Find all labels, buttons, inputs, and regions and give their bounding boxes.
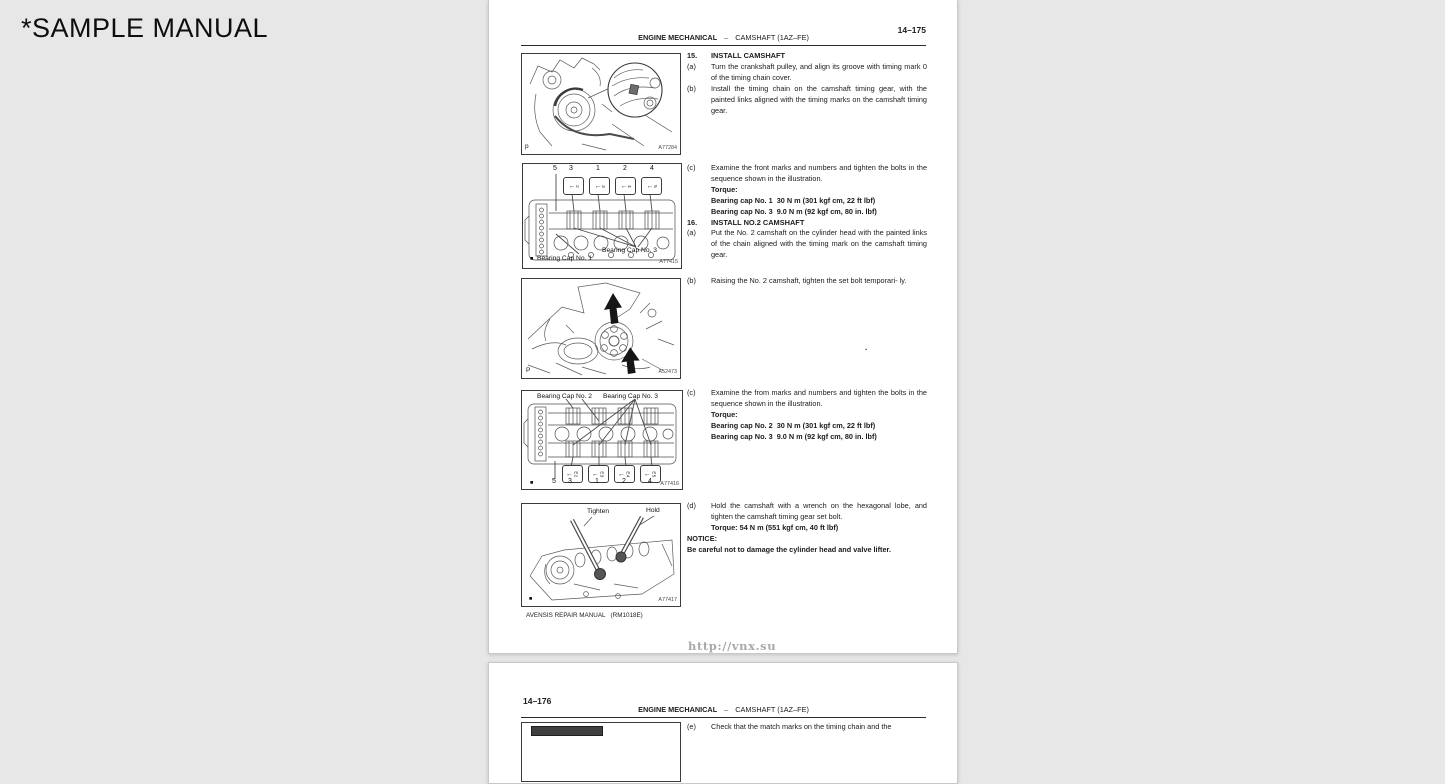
step-number: 15. bbox=[687, 51, 698, 60]
torque-heading: Torque: bbox=[711, 409, 738, 419]
substep-text: Examine the front marks and numbers and tighten the bolts in the sequence shown in the illustration. bbox=[711, 163, 927, 183]
left-arrow-icon: ← bbox=[620, 182, 628, 190]
page-number: 14–176 bbox=[523, 696, 552, 706]
step-e-block bbox=[687, 722, 927, 733]
left-arrow-icon: ← bbox=[565, 470, 573, 478]
crankshaft-pulley-illustration bbox=[522, 54, 680, 154]
substep-text: Check that the match marks on the timing chain and the bbox=[711, 722, 892, 731]
step-15-title-row bbox=[687, 51, 927, 62]
step-15c-row bbox=[687, 163, 927, 185]
figure-crankshaft-pulley bbox=[521, 53, 681, 155]
partial-illustration-bar bbox=[531, 726, 603, 736]
substep-label: (b) bbox=[687, 276, 696, 285]
manual-footer: AVENSIS REPAIR MANUAL (RM1018E) bbox=[526, 612, 643, 619]
front-mark-label: E5 bbox=[651, 470, 657, 478]
torque-spec: Bearing cap No. 1 30 N m (301 kgf cm, 22 ft lbf) bbox=[711, 195, 876, 205]
sequence-number: 1 bbox=[595, 478, 599, 485]
section-header-separator: – bbox=[724, 705, 729, 714]
front-mark-callout bbox=[562, 465, 583, 483]
footnote-square-icon: ■ bbox=[530, 256, 534, 262]
torque-spec: Bearing cap No. 3 9.0 N m (92 kgf cm, 80 in. lbf) bbox=[711, 431, 877, 441]
sequence-number: 1 bbox=[596, 165, 600, 172]
section-header-topic: CAMSHAFT (1AZ–FE) bbox=[735, 33, 809, 42]
camshaft-sprocket-illustration bbox=[522, 279, 680, 378]
footnote-square-icon: ■ bbox=[529, 596, 533, 602]
section-header-separator: – bbox=[724, 33, 729, 42]
front-mark-label: 2 bbox=[574, 184, 580, 188]
substep-label: (c) bbox=[687, 163, 696, 172]
figure-corner-marker: P bbox=[526, 367, 531, 374]
substep-label: (b) bbox=[687, 83, 696, 93]
bearing-cap-no3-label: Bearing Cap No. 3 bbox=[603, 393, 659, 400]
sequence-number: 5 bbox=[552, 478, 556, 485]
step-15c-block bbox=[687, 163, 927, 261]
step-16a-row bbox=[687, 228, 927, 261]
figure-no2-camshaft-set-bolt bbox=[521, 278, 681, 379]
step-16c-row bbox=[687, 388, 927, 410]
torque-heading: Torque: bbox=[711, 184, 738, 194]
front-mark-callout bbox=[589, 177, 610, 195]
sequence-number: 2 bbox=[622, 478, 626, 485]
front-mark-callout bbox=[641, 177, 662, 195]
step-15-block bbox=[687, 51, 927, 116]
front-mark-label: E4 bbox=[625, 470, 631, 478]
site-watermark: http://vnx.su bbox=[688, 639, 777, 653]
substep-text: Hold the camshaft with a wrench on the hexagonal lobe, and tighten the camshaft timing gear set bolt. bbox=[711, 501, 927, 521]
figure-tighten-hold-wrench bbox=[521, 503, 681, 607]
notice-text: Be careful not to damage the cylinder head and valve lifter. bbox=[687, 544, 891, 554]
step-e-row bbox=[687, 722, 927, 733]
front-mark-callout bbox=[615, 177, 636, 195]
substep-text: Turn the crankshaft pulley, and align its groove with timing mark 0 of the timing chain cover. bbox=[711, 61, 927, 82]
left-arrow-icon: ← bbox=[643, 470, 651, 478]
torque-spec: Torque: 54 N m (551 kgf cm, 40 ft lbf) bbox=[711, 522, 839, 532]
figure-bearing-cap-no1 bbox=[522, 163, 682, 269]
notice-heading: NOTICE: bbox=[687, 533, 717, 543]
substep-label: (a) bbox=[687, 228, 696, 238]
figure-code: A77417 bbox=[658, 597, 677, 603]
figure-corner-marker: p bbox=[525, 143, 529, 150]
front-mark-label: 5 bbox=[652, 184, 658, 188]
figure-partial bbox=[521, 722, 681, 782]
figure-code: A77284 bbox=[658, 145, 677, 151]
step-number: 16. bbox=[687, 217, 698, 227]
manual-page-1 bbox=[488, 0, 958, 654]
step-16-title-row bbox=[687, 218, 927, 229]
step-16d-row bbox=[687, 501, 927, 523]
sample-manual-watermark: *SAMPLE MANUAL bbox=[21, 13, 269, 43]
section-header-title: ENGINE MECHANICAL bbox=[638, 33, 718, 42]
hold-label: Hold bbox=[646, 507, 660, 514]
substep-label: (c) bbox=[687, 388, 696, 397]
substep-text: Examine the from marks and numbers and tighten the bolts in the sequence shown in the illustration. bbox=[711, 388, 927, 408]
front-mark-label: 4 bbox=[626, 184, 632, 188]
tighten-label: Tighten bbox=[587, 508, 610, 515]
front-mark-label: E2 bbox=[573, 470, 579, 478]
step-16b-block bbox=[687, 276, 927, 287]
front-mark-callout bbox=[563, 177, 584, 195]
front-mark-label: 3 bbox=[600, 184, 606, 188]
sequence-number: 4 bbox=[650, 165, 654, 172]
sequence-number: 4 bbox=[648, 478, 652, 485]
manual-page-2 bbox=[488, 662, 958, 784]
left-arrow-icon: ← bbox=[568, 182, 576, 190]
substep-text: Install the timing chain on the camshaft timing gear, with the painted links aligned with the timing marks on the camshaft timing gear. bbox=[711, 83, 927, 115]
torque-spec: Bearing cap No. 2 30 N m (301 kgf cm, 22 ft lbf) bbox=[711, 420, 876, 430]
footnote-square-icon: ■ bbox=[530, 480, 534, 486]
front-mark-label: E3 bbox=[599, 470, 605, 478]
sequence-number: 3 bbox=[569, 165, 573, 172]
substep-label: (e) bbox=[687, 722, 696, 731]
section-header-title: ENGINE MECHANICAL bbox=[638, 705, 718, 714]
step-15a-row bbox=[687, 62, 927, 84]
section-header bbox=[521, 705, 926, 718]
left-arrow-icon: ← bbox=[646, 182, 654, 190]
step-title: INSTALL NO.2 CAMSHAFT bbox=[711, 217, 805, 227]
sequence-number: 2 bbox=[623, 165, 627, 172]
wrench-illustration bbox=[522, 504, 680, 606]
section-header bbox=[521, 33, 926, 46]
bearing-cap-no2-label: Bearing Cap No. 2 bbox=[537, 393, 593, 400]
figure-bearing-cap-no2 bbox=[521, 390, 683, 490]
stray-period: . bbox=[865, 343, 868, 352]
torque-spec: Bearing cap No. 3 9.0 N m (92 kgf cm, 80 in. lbf) bbox=[711, 206, 877, 216]
substep-label: (d) bbox=[687, 501, 696, 510]
left-arrow-icon: ← bbox=[617, 470, 625, 478]
step-16d-block bbox=[687, 501, 927, 556]
substep-text: Put the No. 2 camshaft on the cylinder head with the painted links of the chain aligned with the timing mark on the camshaft timing gear. bbox=[711, 228, 927, 260]
left-arrow-icon: ← bbox=[591, 470, 599, 478]
bearing-cap-no3-label: Bearing Cap No. 3 bbox=[602, 247, 658, 254]
sequence-number: 3 bbox=[568, 478, 572, 485]
section-header-topic: CAMSHAFT (1AZ–FE) bbox=[735, 705, 809, 714]
left-arrow-icon: ← bbox=[594, 182, 602, 190]
step-16b-row bbox=[687, 276, 927, 287]
step-15b-row bbox=[687, 84, 927, 117]
figure-code: A77416 bbox=[660, 481, 679, 487]
page-number: 14–175 bbox=[897, 25, 926, 35]
sequence-number: 5 bbox=[553, 165, 557, 172]
substep-text: Raising the No. 2 camshaft, tighten the set bolt temporari- ly. bbox=[711, 276, 907, 285]
substep-label: (a) bbox=[687, 61, 696, 71]
bearing-cap-no1-label: Bearing Cap No. 1 bbox=[537, 255, 593, 262]
step-title: INSTALL CAMSHAFT bbox=[711, 51, 786, 60]
figure-code: A77415 bbox=[659, 259, 678, 265]
step-16c-block bbox=[687, 388, 927, 443]
figure-code: A52473 bbox=[658, 369, 677, 375]
